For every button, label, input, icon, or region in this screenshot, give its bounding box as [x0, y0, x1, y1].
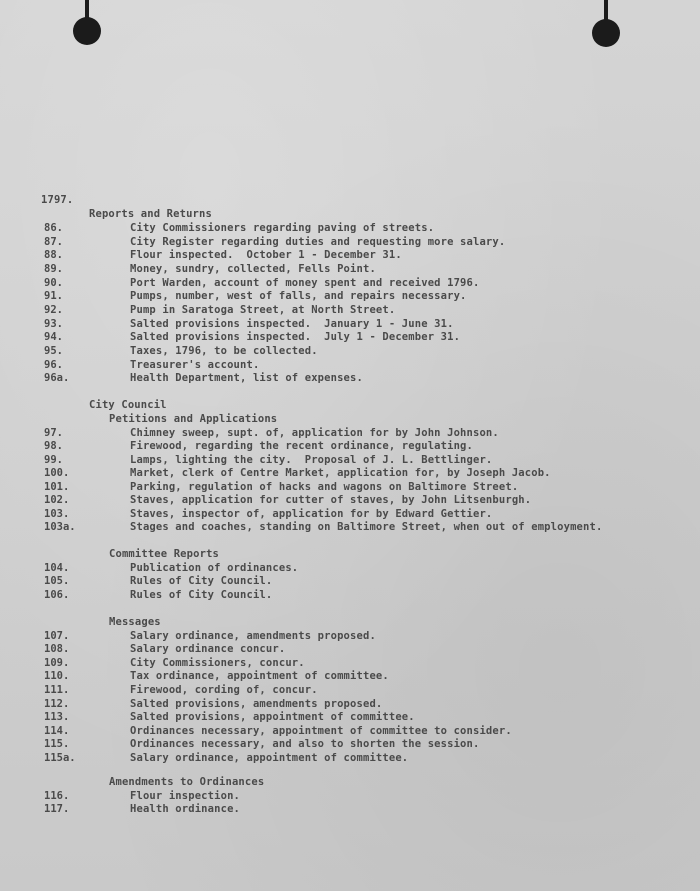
- list-item: Chimney sweep, supt. of, application for by John Johnson.: [130, 427, 499, 439]
- item-number: 88.: [44, 249, 63, 261]
- item-number: 106.: [44, 589, 70, 601]
- item-number: 103a.: [44, 521, 76, 533]
- item-number: 117.: [44, 803, 70, 815]
- list-item: Ordinances necessary, appointment of committee to consider.: [130, 725, 512, 737]
- list-item: Publication of ordinances.: [130, 562, 299, 574]
- year-heading: 1797.: [41, 194, 74, 206]
- item-number: 99.: [44, 454, 63, 466]
- list-item: Salary ordinance concur.: [130, 643, 286, 655]
- punch-hole-left: [73, 17, 101, 45]
- list-item: Staves, inspector of, application for by Edward Gettier.: [130, 508, 493, 520]
- subsection-heading-amendments: Amendments to Ordinances: [109, 776, 265, 788]
- punch-hole-right: [592, 19, 620, 47]
- section-heading-reports: Reports and Returns: [89, 208, 212, 220]
- list-item: City Commissioners, concur.: [130, 657, 305, 669]
- list-item: Staves, application for cutter of staves, by John Litsenburgh.: [130, 494, 532, 506]
- list-item: Lamps, lighting the city. Proposal of J. L. Bettlinger.: [130, 454, 493, 466]
- list-item: Stages and coaches, standing on Baltimore Street, when out of employment.: [130, 521, 603, 533]
- list-item: City Commissioners regarding paving of streets.: [130, 222, 435, 234]
- item-number: 111.: [44, 684, 70, 696]
- list-item: Port Warden, account of money spent and received 1796.: [130, 277, 480, 289]
- item-number: 104.: [44, 562, 70, 574]
- item-number: 108.: [44, 643, 70, 655]
- item-number: 87.: [44, 236, 63, 248]
- list-item: Salted provisions, amendments proposed.: [130, 698, 383, 710]
- item-number: 95.: [44, 345, 63, 357]
- item-number: 107.: [44, 630, 70, 642]
- item-number: 114.: [44, 725, 70, 737]
- list-item: Firewood, cording of, concur.: [130, 684, 318, 696]
- list-item: Flour inspected. October 1 - December 31.: [130, 249, 402, 261]
- item-number: 89.: [44, 263, 63, 275]
- list-item: Parking, regulation of hacks and wagons on Baltimore Street.: [130, 481, 519, 493]
- list-item: Pumps, number, west of falls, and repairs necessary.: [130, 290, 467, 302]
- list-item: Salted provisions inspected. January 1 - June 31.: [130, 318, 454, 330]
- list-item: Taxes, 1796, to be collected.: [130, 345, 318, 357]
- list-item: Salary ordinance, appointment of committee.: [130, 752, 409, 764]
- subsection-heading-messages: Messages: [109, 616, 161, 628]
- item-number: 110.: [44, 670, 70, 682]
- item-number: 115.: [44, 738, 70, 750]
- item-number: 94.: [44, 331, 63, 343]
- item-number: 96a.: [44, 372, 70, 384]
- item-number: 91.: [44, 290, 63, 302]
- item-number: 92.: [44, 304, 63, 316]
- list-item: Ordinances necessary, and also to shorten the session.: [130, 738, 480, 750]
- list-item: Flour inspection.: [130, 790, 241, 802]
- item-number: 115a.: [44, 752, 76, 764]
- list-item: Health ordinance.: [130, 803, 241, 815]
- item-number: 112.: [44, 698, 70, 710]
- item-number: 86.: [44, 222, 63, 234]
- item-number: 90.: [44, 277, 63, 289]
- list-item: City Register regarding duties and requesting more salary.: [130, 236, 506, 248]
- list-item: Money, sundry, collected, Fells Point.: [130, 263, 376, 275]
- item-number: 113.: [44, 711, 70, 723]
- item-number: 100.: [44, 467, 70, 479]
- list-item: Market, clerk of Centre Market, application for, by Joseph Jacob.: [130, 467, 551, 479]
- list-item: Rules of City Council.: [130, 575, 273, 587]
- binder-prong-right: [604, 0, 608, 20]
- subsection-heading-petitions: Petitions and Applications: [109, 413, 278, 425]
- item-number: 109.: [44, 657, 70, 669]
- list-item: Treasurer's account.: [130, 359, 260, 371]
- item-number: 102.: [44, 494, 70, 506]
- list-item: Salted provisions, appointment of committee.: [130, 711, 415, 723]
- item-number: 93.: [44, 318, 63, 330]
- list-item: Tax ordinance, appointment of committee.: [130, 670, 389, 682]
- item-number: 96.: [44, 359, 63, 371]
- subsection-heading-committee: Committee Reports: [109, 548, 220, 560]
- item-number: 97.: [44, 427, 63, 439]
- list-item: Firewood, regarding the recent ordinance, regulating.: [130, 440, 473, 452]
- list-item: Salted provisions inspected. July 1 - December 31.: [130, 331, 461, 343]
- list-item: Health Department, list of expenses.: [130, 372, 363, 384]
- section-heading-council: City Council: [89, 399, 167, 411]
- item-number: 116.: [44, 790, 70, 802]
- list-item: Rules of City Council.: [130, 589, 273, 601]
- item-number: 103.: [44, 508, 70, 520]
- item-number: 98.: [44, 440, 63, 452]
- list-item: Salary ordinance, amendments proposed.: [130, 630, 376, 642]
- list-item: Pump in Saratoga Street, at North Street.: [130, 304, 396, 316]
- item-number: 105.: [44, 575, 70, 587]
- item-number: 101.: [44, 481, 70, 493]
